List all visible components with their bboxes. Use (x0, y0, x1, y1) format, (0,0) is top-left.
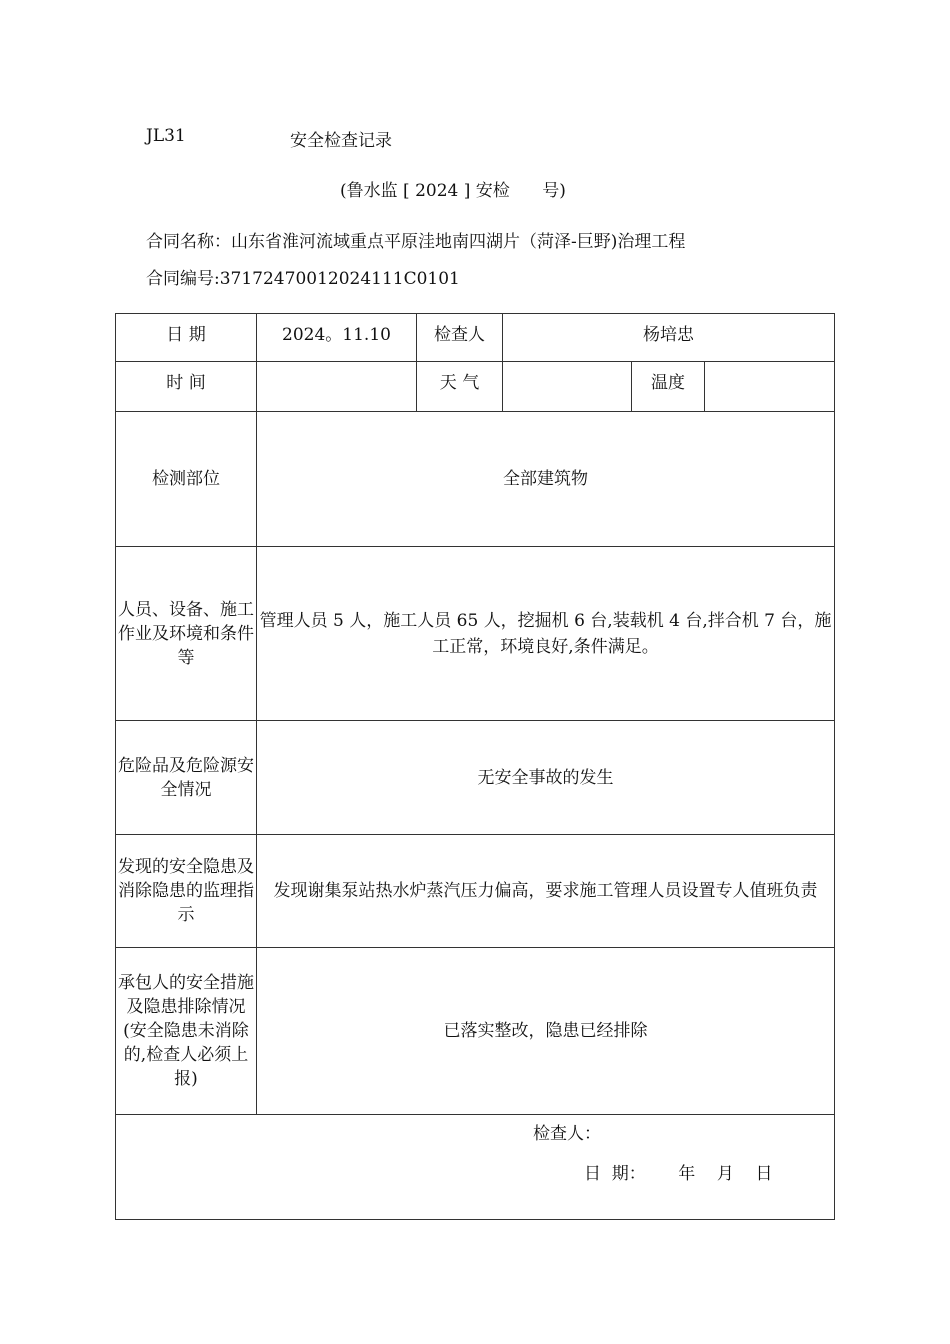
personnel-value: 管理人员 5 人，施工人员 65 人，挖掘机 6 台,装载机 4 台,拌合机 7 台，施工正常，环境良好,条件满足。 (257, 547, 835, 721)
signature-cell (116, 1115, 835, 1220)
time-label: 时 间 (116, 362, 257, 412)
temperature-value (705, 362, 835, 412)
location-label: 检测部位 (116, 412, 257, 547)
location-value: 全部建筑物 (257, 412, 835, 547)
table-row (116, 1115, 835, 1220)
inspection-table (115, 313, 835, 1220)
hazard-value: 无安全事故的发生 (257, 721, 835, 835)
table-row (116, 362, 835, 412)
form-title: 安全检查记录 (290, 131, 392, 151)
found-hazard-value: 发现谢集泵站热水炉蒸汽压力偏高，要求施工管理人员设置专人值班负责 (257, 835, 835, 948)
table-row (116, 721, 835, 835)
contractor-measures-value: 已落实整改，隐患已经排除 (257, 948, 835, 1115)
form-code: JL31 (146, 126, 186, 146)
found-hazard-label: 发现的安全隐患及消除隐患的监理指示 (116, 835, 257, 948)
date-value: 2024。11.10 (257, 314, 417, 362)
inspector-label: 检查人 (417, 314, 503, 362)
signature-date: 日 期： 年 月 日 (584, 1164, 773, 1184)
weather-label: 天 气 (417, 362, 503, 412)
temperature-label: 温度 (632, 362, 705, 412)
table-row (116, 547, 835, 721)
personnel-label: 人员、设备、施工作业及环境和条件等 (116, 547, 257, 721)
hazard-label: 危险品及危险源安全情况 (116, 721, 257, 835)
contractor-measures-label: 承包人的安全措施及隐患排除情况(安全隐患未消除的,检查人必须上报) (116, 948, 257, 1115)
weather-value (503, 362, 632, 412)
table-row (116, 948, 835, 1115)
table-row (116, 412, 835, 547)
signature-inspector: 检查人： (533, 1124, 601, 1144)
table-row (116, 314, 835, 362)
date-label: 日 期 (116, 314, 257, 362)
contract-name: 合同名称：山东省淮河流域重点平原洼地南四湖片（菏泽-巨野)治理工程 (146, 232, 686, 252)
inspector-value: 杨培忠 (503, 314, 835, 362)
time-value (257, 362, 417, 412)
table-row (116, 835, 835, 948)
reference-number: (鲁水监 [ 2024 ] 安检 号) (340, 181, 566, 201)
contract-number: 合同编号:37172470012024111C0101 (146, 269, 460, 289)
